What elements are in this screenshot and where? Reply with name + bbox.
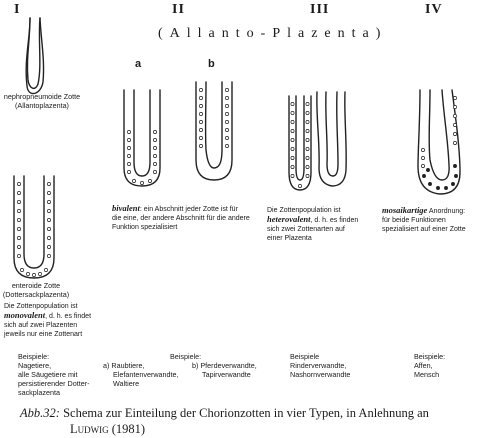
open-dot: [132, 179, 135, 182]
examples-type-III: Beispiele Rinderverwandte, Nashornverwandte: [290, 352, 351, 379]
open-dot: [199, 144, 202, 147]
label-nephropneumoid: nephropneumoide Zotte (Allantoplazenta): [3, 92, 81, 110]
filled-dot: [453, 164, 456, 167]
villus-heterovalent-open: [289, 96, 311, 190]
open-dot: [153, 146, 156, 149]
caption-author: Ludwig: [70, 422, 109, 436]
open-dot: [47, 227, 50, 230]
figure-caption: Abb.32: Schema zur Einteilung der Chorionzotten in vier Typen, in Anlehnung an Ludwig (1981): [20, 406, 429, 436]
description-heterovalent: Die Zottenpopulation ist heterovalent, d. h. es finden sich zwei Zottenarten auf einer Plazenta: [267, 207, 359, 242]
examples-type-II-title: Beispiele:: [170, 352, 202, 361]
villus-enteroid: [14, 176, 54, 278]
open-dot: [306, 147, 309, 150]
open-dot: [225, 144, 228, 147]
open-dot: [291, 129, 294, 132]
open-dot: [453, 105, 456, 108]
examples-type-I: Beispiele: Nagetiere, alle Säugetiere mit persistierender Dotter- sackplazenta: [18, 352, 90, 397]
open-dot: [153, 154, 156, 157]
open-dot: [199, 104, 202, 107]
open-dot: [225, 120, 228, 123]
open-dot: [421, 156, 424, 159]
filled-dot: [428, 182, 431, 185]
open-dot: [47, 200, 50, 203]
open-dot: [453, 141, 456, 144]
filled-dot: [422, 174, 425, 177]
open-dot: [225, 136, 228, 139]
open-dot: [44, 268, 47, 271]
type-header-II: II: [172, 2, 185, 17]
term-mosaikartige: mosaikartige: [382, 205, 428, 215]
allanto-plazenta-label: (Allanto-Plazenta): [158, 26, 388, 41]
open-dot: [47, 245, 50, 248]
open-dot: [47, 191, 50, 194]
open-dot: [291, 120, 294, 123]
open-dot: [47, 236, 50, 239]
open-dot: [225, 88, 228, 91]
open-dot: [225, 104, 228, 107]
examples-type-II-b: b) Pferdeverwandte, Tapirverwandte: [192, 361, 257, 379]
filled-dot: [444, 186, 447, 189]
open-dot: [127, 146, 130, 149]
term-monovalent: monovalent: [4, 310, 46, 320]
open-dot: [298, 184, 301, 187]
open-dot: [32, 273, 35, 276]
open-dot: [127, 162, 130, 165]
open-dot: [47, 218, 50, 221]
open-dot: [17, 245, 20, 248]
open-dot: [291, 138, 294, 141]
open-dot: [153, 130, 156, 133]
type-header-III: III: [310, 2, 330, 17]
open-dot: [225, 128, 228, 131]
open-dot: [199, 120, 202, 123]
filled-dot: [436, 186, 439, 189]
open-dot: [306, 120, 309, 123]
open-dot: [153, 162, 156, 165]
open-dot: [291, 111, 294, 114]
villus-nephropneumoid: [26, 18, 43, 94]
open-dot: [306, 156, 309, 159]
open-dot: [17, 200, 20, 203]
open-dot: [306, 138, 309, 141]
open-dot: [421, 164, 424, 167]
type-header-I: I: [14, 2, 21, 17]
open-dot: [199, 128, 202, 131]
label-enteroid: enteroide Zotte (Dottersackplazenta): [2, 281, 70, 299]
open-dot: [26, 272, 29, 275]
open-dot: [225, 112, 228, 115]
open-dot: [453, 132, 456, 135]
term-heterovalent: heterovalent: [267, 214, 311, 224]
description-bivalent: bivalent: ein Abschnitt jeder Zotte ist für die eine, der andere Abschnitt für die andere Funktion spezialisiert: [112, 203, 250, 231]
open-dot: [199, 88, 202, 91]
open-dot: [17, 227, 20, 230]
open-dot: [153, 138, 156, 141]
open-dot: [225, 96, 228, 99]
open-dot: [291, 165, 294, 168]
open-dot: [306, 174, 309, 177]
open-dot: [291, 147, 294, 150]
filled-dot: [451, 182, 454, 185]
open-dot: [17, 218, 20, 221]
villus-heterovalent-plain: [317, 92, 346, 186]
open-dot: [140, 181, 143, 184]
open-dot: [453, 123, 456, 126]
open-dot: [127, 130, 130, 133]
open-dot: [291, 102, 294, 105]
open-dot: [306, 129, 309, 132]
villus-bivalent-b: [196, 82, 232, 180]
open-dot: [17, 182, 20, 185]
villus-mosaic: [418, 90, 460, 194]
open-dot: [17, 191, 20, 194]
open-dot: [199, 112, 202, 115]
term-bivalent: bivalent: [112, 203, 140, 213]
description-monovalent: Die Zottenpopulation ist monovalent, d. h. es findet sich auf zwei Plazenten jeweils nur eine Zottenart: [4, 303, 92, 338]
open-dot: [306, 102, 309, 105]
open-dot: [153, 170, 156, 173]
open-dot: [127, 154, 130, 157]
caption-abb-label: Abb.32:: [20, 406, 60, 420]
open-dot: [306, 111, 309, 114]
sub-header-b: b: [208, 58, 215, 70]
open-dot: [17, 209, 20, 212]
open-dot: [127, 138, 130, 141]
examples-type-IV: Beispiele: Affen, Mensch: [414, 352, 446, 379]
open-dot: [38, 272, 41, 275]
type-header-IV: IV: [425, 2, 443, 17]
open-dot: [47, 254, 50, 257]
open-dot: [306, 165, 309, 168]
open-dot: [453, 96, 456, 99]
open-dot: [199, 136, 202, 139]
open-dot: [421, 148, 424, 151]
open-dot: [127, 170, 130, 173]
villus-bivalent-a: [124, 90, 160, 186]
open-dot: [453, 114, 456, 117]
open-dot: [199, 96, 202, 99]
filled-dot: [426, 168, 429, 171]
examples-type-II-a: a) Raubtiere, Elefantenverwandte, Waltiere: [103, 361, 179, 388]
description-mosaic: mosaikartige Anordnung: für beide Funktionen spezialisiert auf einer Zotte: [382, 205, 466, 233]
open-dot: [291, 174, 294, 177]
filled-dot: [454, 174, 457, 177]
open-dot: [47, 209, 50, 212]
open-dot: [291, 156, 294, 159]
sub-header-a: a: [135, 58, 142, 70]
open-dot: [17, 236, 20, 239]
open-dot: [17, 254, 20, 257]
open-dot: [20, 268, 23, 271]
open-dot: [47, 182, 50, 185]
open-dot: [148, 179, 151, 182]
